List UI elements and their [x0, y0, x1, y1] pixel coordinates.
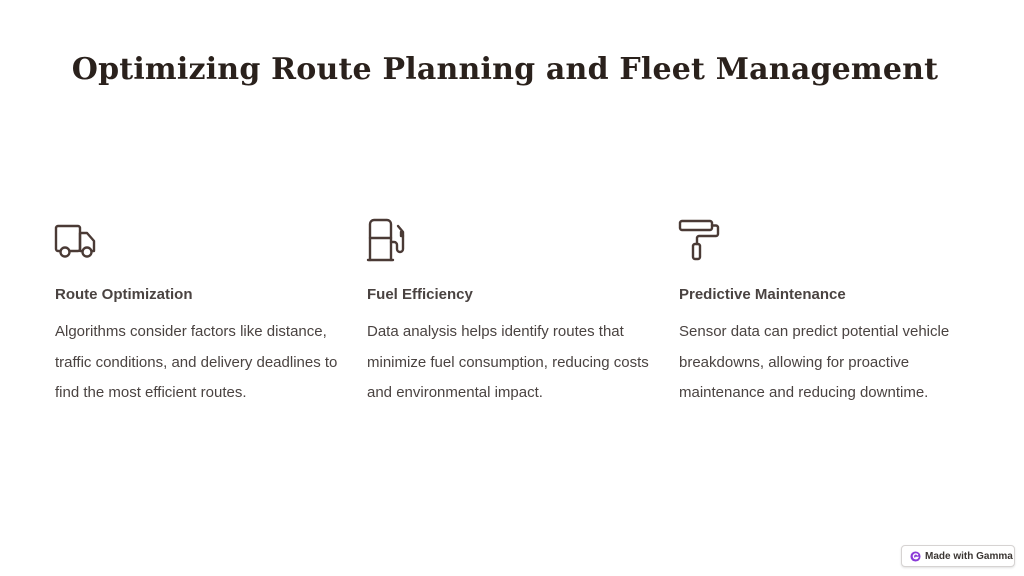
- slide-title: Optimizing Route Planning and Fleet Management: [71, 52, 939, 87]
- card-route-optimization: [54, 218, 349, 401]
- gamma-logo-icon: [910, 551, 921, 562]
- paint-roller-icon: [678, 218, 722, 262]
- card-heading: Predictive Maintenance: [679, 286, 846, 303]
- card-description: Sensor data can predict potential vehicle breakdowns, allowing for proactive maintenance and reducing downtime.: [679, 323, 950, 401]
- made-with-gamma-badge[interactable]: [901, 545, 1015, 567]
- card-description: Data analysis helps identify routes that minimize fuel consumption, reducing costs and environmental impact.: [367, 323, 649, 401]
- card-heading: Route Optimization: [55, 286, 193, 303]
- card-description: Algorithms consider factors like distance, traffic conditions, and delivery deadlines to find the most efficient routes.: [55, 323, 338, 401]
- fuel-pump-icon: [366, 218, 410, 262]
- truck-icon: [54, 218, 98, 262]
- card-fuel-efficiency: [366, 218, 661, 401]
- badge-label: Made with Gamma: [925, 550, 1013, 562]
- card-predictive-maintenance: [678, 218, 973, 401]
- card-heading: Fuel Efficiency: [367, 286, 473, 303]
